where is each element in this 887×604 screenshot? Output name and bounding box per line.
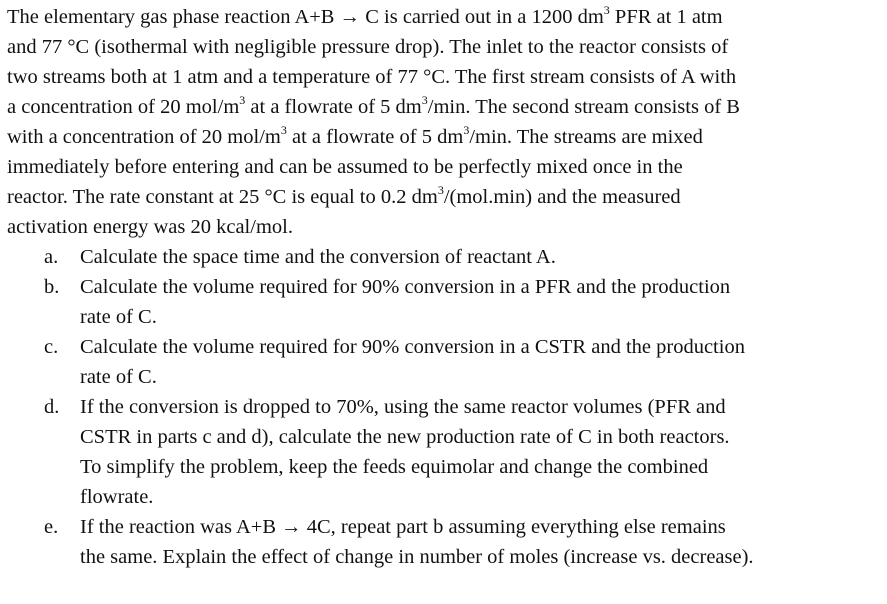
intro-line-8: activation energy was 20 kcal/mol.	[7, 216, 293, 238]
item-c-label: c.	[44, 336, 59, 358]
item-c-line-1: Calculate the volume required for 90% conversion in a CSTR and the production	[80, 336, 745, 358]
intro-line-5-text-c: /min. The streams are mixed	[469, 126, 703, 148]
item-d-label: d.	[44, 396, 60, 418]
item-d-line-2: CSTR in parts c and d), calculate the new production rate of C in both reactors.	[80, 426, 730, 448]
intro-line-1-superscript: 3	[603, 3, 610, 18]
intro-line-4-text-b: at a flowrate of 5 dm	[245, 96, 422, 118]
item-d-line-1: If the conversion is dropped to 70%, using the same reactor volumes (PFR and	[80, 396, 726, 418]
item-b-label: b.	[44, 276, 60, 298]
intro-line-7-superscript: 3	[437, 183, 444, 198]
item-a-label: a.	[44, 246, 59, 268]
item-e-line-2: the same. Explain the effect of change in number of moles (increase vs. decrease).	[80, 546, 754, 568]
intro-line-5-superscript-1: 3	[280, 123, 287, 138]
item-a-line-1: Calculate the space time and the conversion of reactant A.	[80, 246, 556, 268]
intro-line-7	[7, 182, 681, 212]
item-b-line-2: rate of C.	[80, 306, 157, 328]
intro-line-5-text-b: at a flowrate of 5 dm	[286, 126, 464, 148]
intro-line-1-text-a: The elementary gas phase reaction A+B → C is carried out in a 1200 dm	[7, 6, 604, 28]
intro-line-4-superscript-2: 3	[421, 93, 428, 108]
intro-line-5	[7, 122, 703, 152]
item-e-line-1: If the reaction was A+B → 4C, repeat part b assuming everything else remains	[80, 516, 726, 538]
intro-line-5-text-a: with a concentration of 20 mol/m	[7, 126, 281, 148]
intro-line-7-text-b: /(mol.min) and the measured	[443, 186, 681, 208]
intro-line-1-text-b: PFR at 1 atm	[609, 6, 723, 28]
intro-line-2: and 77 °C (isothermal with negligible pressure drop). The inlet to the reactor consists of	[7, 36, 729, 58]
intro-line-4	[7, 92, 740, 122]
item-c-line-2: rate of C.	[80, 366, 157, 388]
item-d-line-3: To simplify the problem, keep the feeds equimolar and change the combined	[80, 456, 709, 478]
intro-line-7-text-a: reactor. The rate constant at 25 °C is equal to 0.2 dm	[7, 186, 438, 208]
intro-line-4-text-a: a concentration of 20 mol/m	[7, 96, 240, 118]
item-b-line-1: Calculate the volume required for 90% conversion in a PFR and the production	[80, 276, 731, 298]
intro-line-4-superscript-1: 3	[239, 93, 246, 108]
intro-line-5-superscript-2: 3	[463, 123, 470, 138]
intro-line-1	[7, 2, 723, 32]
intro-line-3: two streams both at 1 atm and a temperature of 77 °C. The first stream consists of A with	[7, 66, 737, 88]
item-d-line-4: flowrate.	[80, 486, 154, 508]
intro-line-6: immediately before entering and can be assumed to be perfectly mixed once in the	[7, 156, 683, 178]
intro-line-4-text-c: /min. The second stream consists of B	[427, 96, 740, 118]
item-e-label: e.	[44, 516, 59, 538]
